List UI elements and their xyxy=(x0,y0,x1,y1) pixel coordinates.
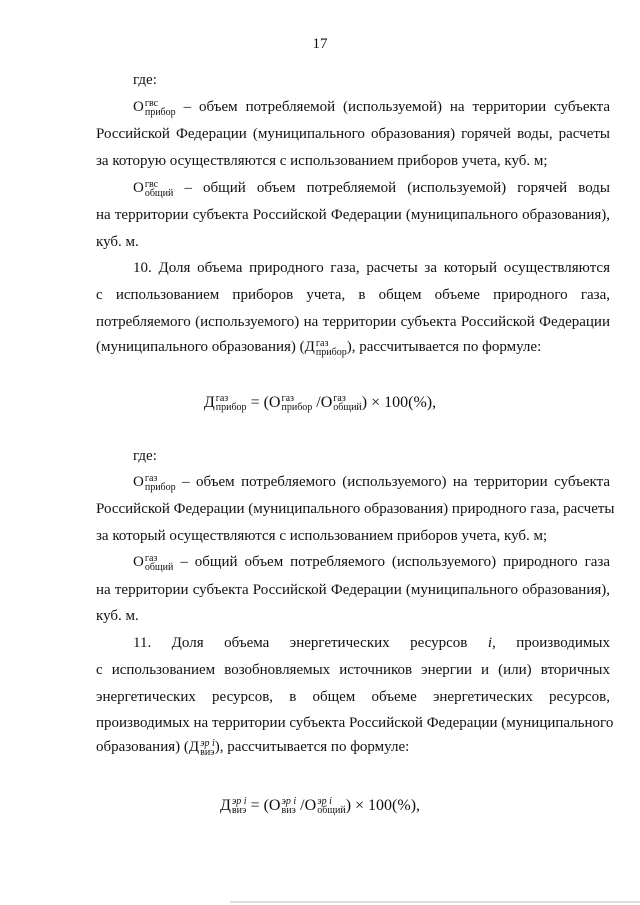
text-line: за который осуществляются с использованием приборов учета, куб. м; xyxy=(96,528,548,544)
text-line: на территории субъекта Российской Федерации (муниципального образования), xyxy=(96,582,610,598)
definition-text: – общий объем потребляемой (используемой) горячей воды xyxy=(184,180,610,196)
text-line: на территории субъекта Российской Федерации (муниципального образования), xyxy=(96,207,610,223)
formula-renewable-share: Д эр i виэ = (О эр i виэ /О эр i общий ) × 100(%), xyxy=(219,796,421,817)
formula-gas-share: Д газ прибор = (О газ прибор /О газ общий ) × 100(%), xyxy=(203,393,437,414)
symbol-sup-sub: газ прибор xyxy=(315,337,347,358)
definition-text: – объем потребляемого (используемого) на территории субъекта xyxy=(182,474,610,490)
definition-o-hot-total xyxy=(133,178,610,198)
text-line: Российской Федерации (муниципального образования) природного газа, расчеты xyxy=(96,501,615,517)
text-line: куб. м. xyxy=(96,234,139,250)
text-line: куб. м. xyxy=(96,608,139,624)
definition-o-gas-meter xyxy=(133,472,610,492)
text-line: (муниципального образования) (Д газ прибор ), рассчитывается по формуле: xyxy=(96,337,542,358)
item-10-line: 10. Доля объема природного газа, расчеты за который осуществляются xyxy=(133,260,610,276)
page-edge-shadow xyxy=(230,901,640,903)
text-line: образования) (Д эр i виэ ), рассчитывается по формуле: xyxy=(96,737,410,758)
symbol-d: Д xyxy=(304,339,315,355)
text-line: с использованием возобновляемых источников энергии и (или) вторичных xyxy=(96,662,610,678)
symbol-o: О xyxy=(133,554,144,570)
text-line: Российской Федерации (муниципального образования) горячей воды, расчеты xyxy=(96,126,610,142)
text-line: с использованием приборов учета, в общем объеме природного газа, xyxy=(96,287,610,303)
symbol-sup-sub: гвс общий xyxy=(144,178,174,199)
definition-text: – общий объем потребляемого (используемого) природного газа xyxy=(180,554,611,570)
page-number: 17 xyxy=(312,36,328,52)
where-label: где: xyxy=(133,448,157,464)
text-line: энергетических ресурсов, в общем объеме энергетических ресурсов, xyxy=(96,689,610,705)
symbol-sup-sub: газ общий xyxy=(144,552,174,573)
where-label: где: xyxy=(133,72,157,88)
symbol-sup-sub: эр i виэ xyxy=(200,737,215,758)
symbol-sup-sub: гвс прибор xyxy=(144,97,176,118)
symbol-o: О xyxy=(133,180,144,196)
definition-o-hot-meter xyxy=(133,97,610,117)
text-line: производимых на территории субъекта Российской Федерации (муниципального xyxy=(96,715,614,731)
symbol-o: О xyxy=(133,474,144,490)
symbol-o: О xyxy=(133,99,144,115)
item-11-line: 11. Доля объема энергетических ресурсов i, производимых xyxy=(133,635,611,651)
text-line: за которую осуществляются с использованием приборов учета, куб. м; xyxy=(96,153,548,169)
symbol-sup-sub: газ прибор xyxy=(144,472,176,493)
definition-text: – объем потребляемой (используемой) на территории субъекта xyxy=(183,99,611,115)
text-line: потребляемого (используемого) на территории субъекта Российской Федерации xyxy=(96,314,610,330)
symbol-d: Д xyxy=(188,739,200,755)
definition-o-gas-total xyxy=(133,552,610,572)
